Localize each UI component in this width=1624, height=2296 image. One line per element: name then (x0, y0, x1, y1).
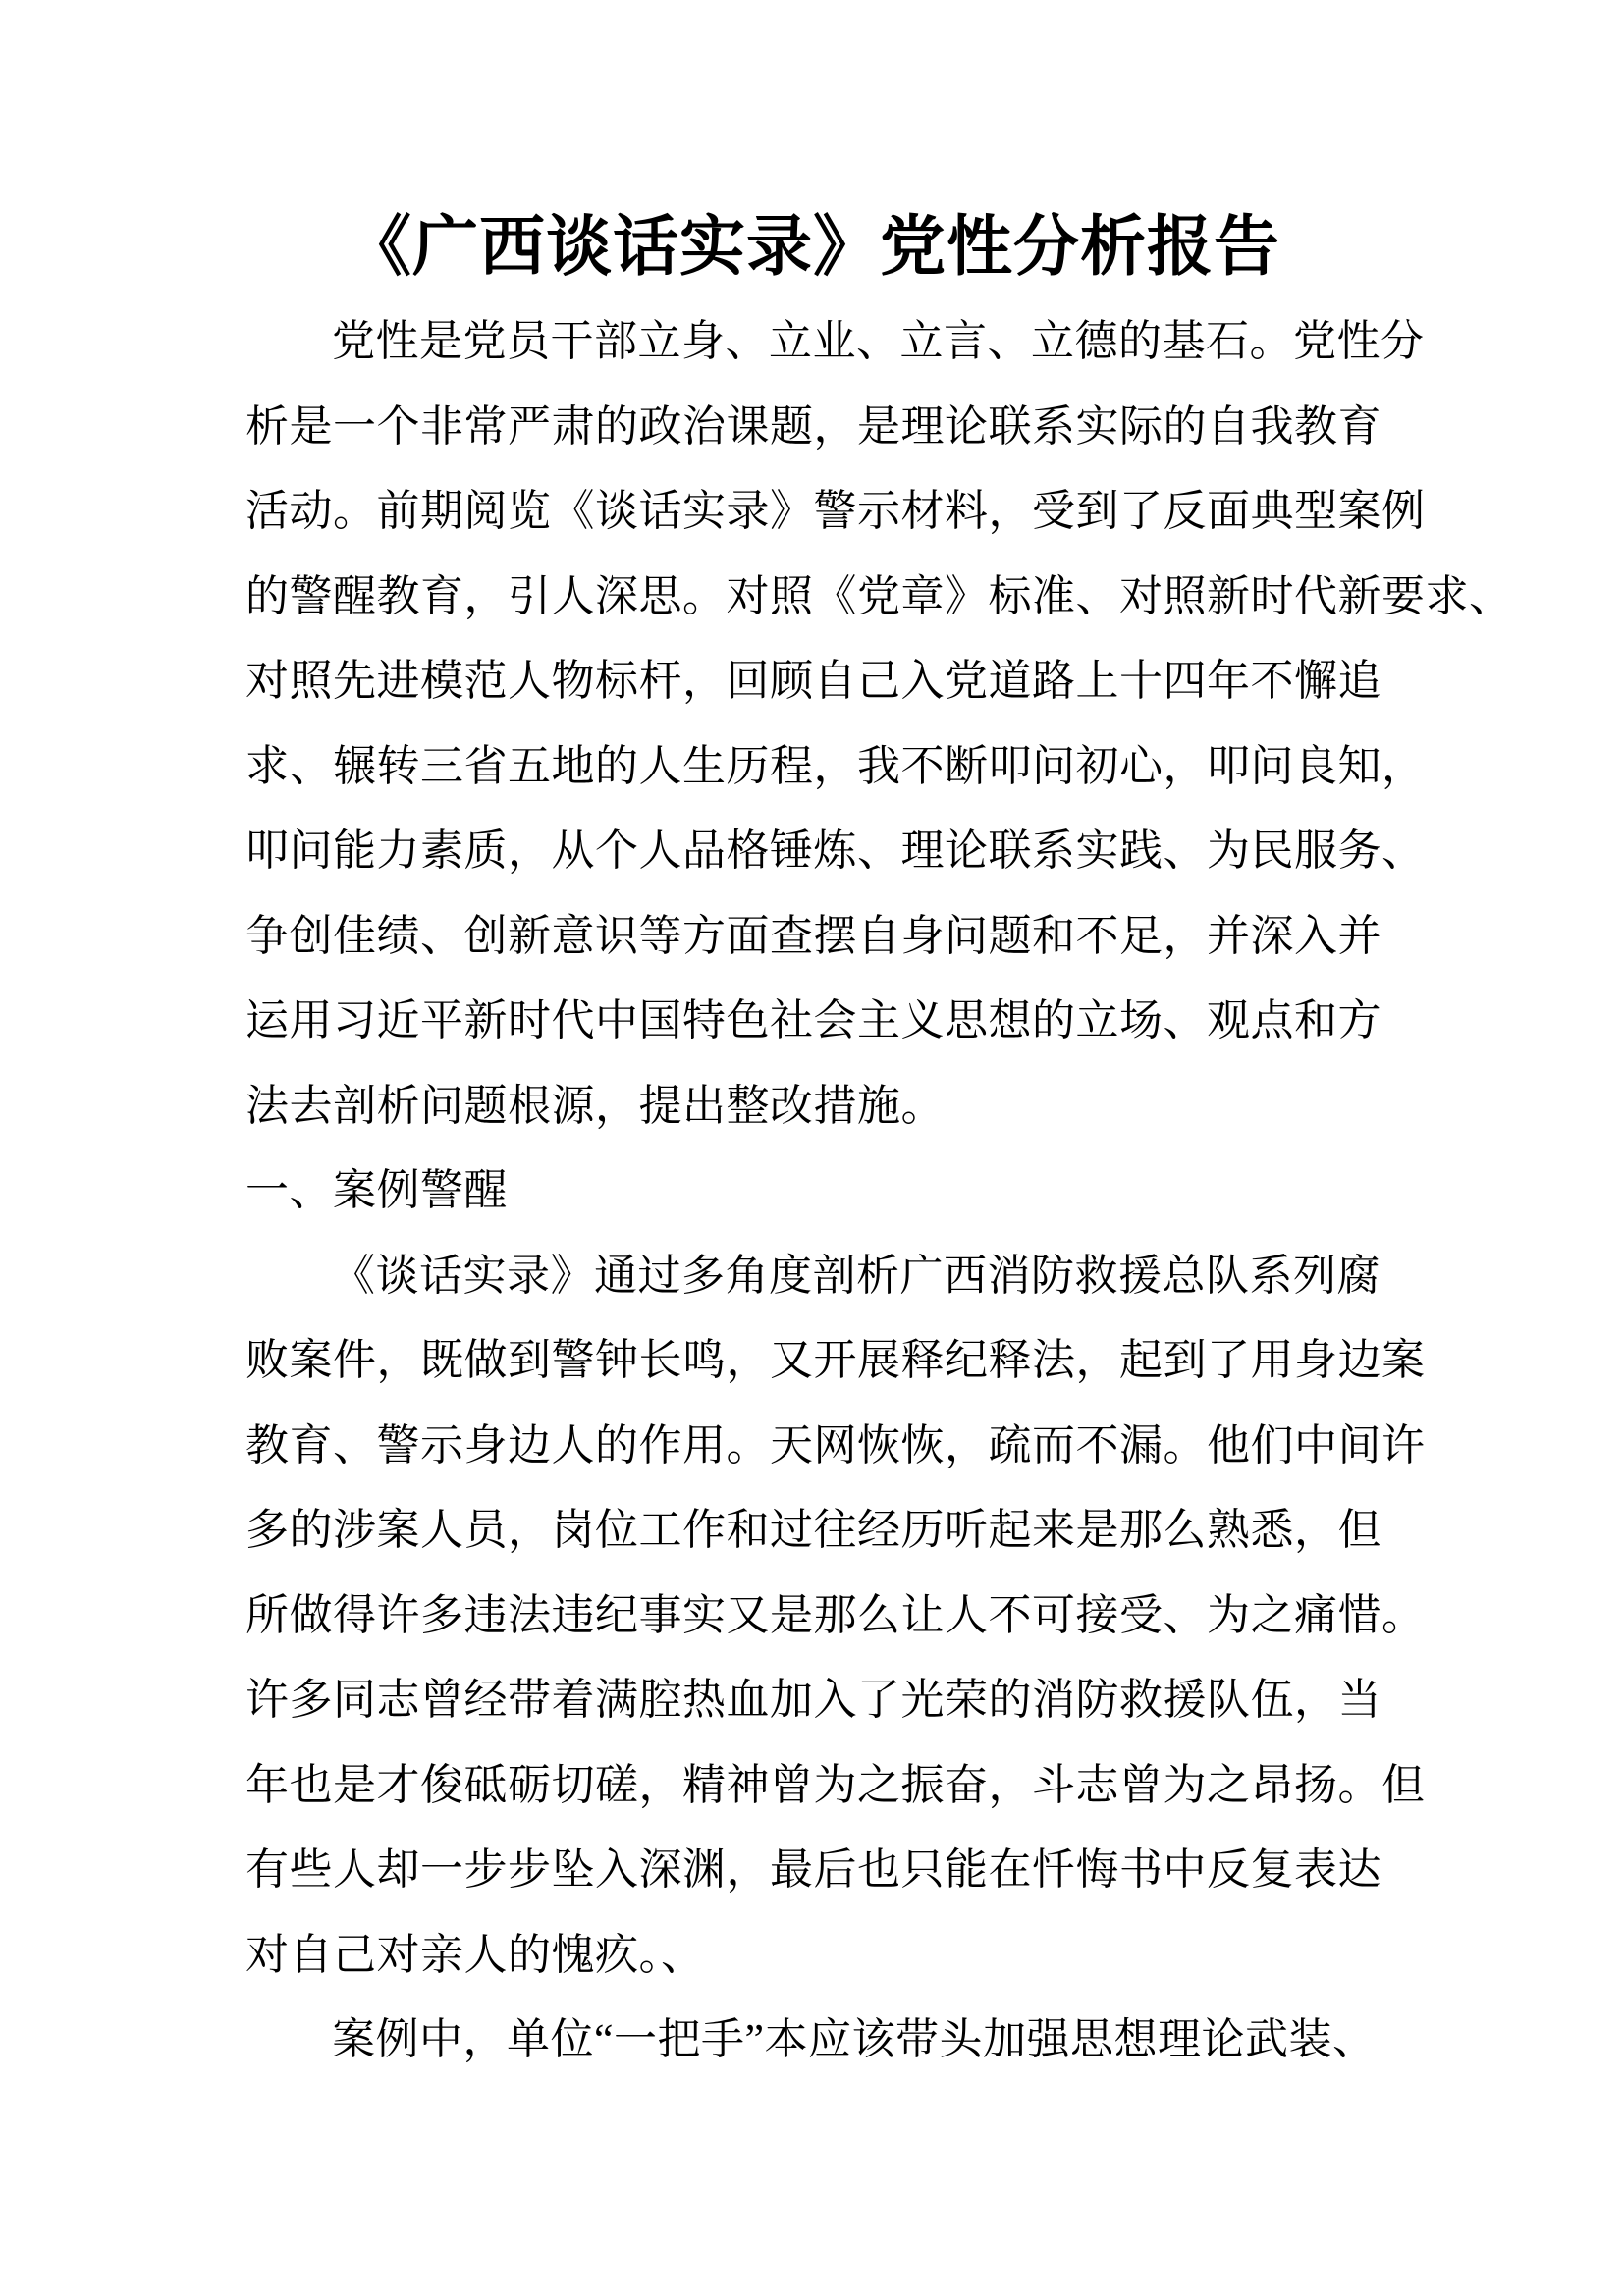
text-line: 运用习近平新时代中国特色社会主义思想的立场、观点和方 (245, 996, 1381, 1044)
document-title: 《广西谈话实录》党性分析报告 (346, 211, 1280, 284)
text-line: 有些人却一步步坠入深渊，最后也只能在忏悔书中反复表达 (245, 1845, 1381, 1894)
text-line: 党性是党员干部立身、立业、立言、立德的基石。党性分 (332, 317, 1425, 365)
text-line: 败案件，既做到警钟长鸣，又开展释纪释法，起到了用身边案 (245, 1336, 1426, 1384)
paragraph (245, 1998, 1380, 2083)
document-blocks (245, 299, 1513, 2083)
paragraph (245, 1234, 1426, 1999)
text-line: 的警醒教育，引人深思。对照《党章》标准、对照新时代新要求、 (245, 571, 1513, 620)
document-body (245, 200, 1513, 2083)
text-line: 活动。前期阅览《谈话实录》警示材料，受到了反面典型案例 (245, 487, 1426, 535)
text-line: 年也是才俊砥砺切磋，精神曾为之振奋，斗志曾为之昂扬。但 (245, 1760, 1426, 1809)
text-line: 所做得许多违法违纪事实又是那么让人不可接受、为之痛惜。 (245, 1590, 1426, 1639)
text-line: 《谈话实录》通过多角度剖析广西消防救援总队系列腐 (332, 1251, 1380, 1300)
text-line: 叩问能力素质，从个人品格锤炼、理论联系实践、为民服务、 (245, 827, 1426, 875)
section-heading: 一、案例警醒 (245, 1166, 508, 1214)
text-line: 法去剖析问题根源，提出整改措施。 (245, 1081, 945, 1130)
text-line: 争创佳绩、创新意识等方面查摆自身问题和不足，并深入并 (245, 911, 1381, 960)
text-line: 对照先进模范人物标杆，回顾自己入党道路上十四年不懈追 (245, 657, 1381, 705)
text-line: 许多同志曾经带着满腔热血加入了光荣的消防救援队伍，当 (245, 1676, 1381, 1724)
text-line: 教育、警示身边人的作用。天网恢恢，疏而不漏。他们中间许 (245, 1420, 1426, 1469)
paragraph (245, 299, 1513, 1148)
text-line: 对自己对亲人的愧疚。、 (245, 1930, 705, 1979)
text-line: 案例中，单位“一把手”本应该带头加强思想理论武装、 (332, 2015, 1377, 2063)
text-line: 析是一个非常严肃的政治课题，是理论联系实际的自我教育 (245, 401, 1381, 451)
text-line: 求、辗转三省五地的人生历程，我不断叩问初心，叩问良知， (245, 741, 1426, 790)
text-line: 多的涉案人员，岗位工作和过往经历听起来是那么熟悉，但 (245, 1506, 1381, 1554)
